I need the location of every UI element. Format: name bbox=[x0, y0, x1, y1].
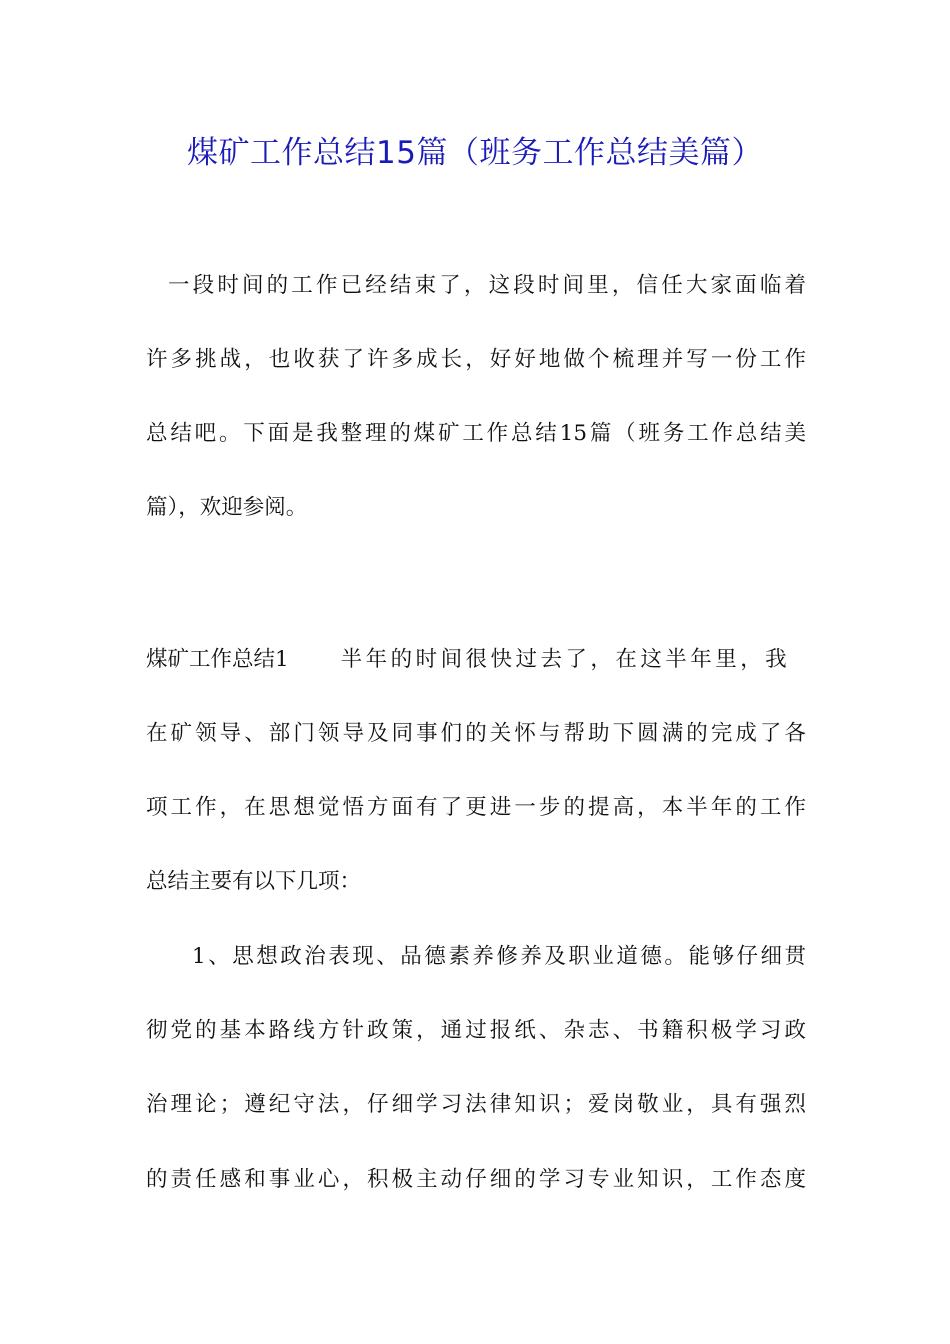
intro-line-1: 一段时间的工作已经结束了，这段时间里，信任大家面临着 bbox=[168, 273, 806, 298]
document-title: 煤矿工作总结15篇（班务工作总结美篇） bbox=[187, 135, 763, 171]
section-1-first-line-text: 半年的时间很快过去了，在这半年里，我 bbox=[340, 647, 787, 672]
section-1-first-line bbox=[146, 640, 806, 680]
intro-line-2: 许多挑战，也收获了许多成长，好好地做个梳理并写一份工作 bbox=[146, 347, 806, 372]
intro-line-4: 篇），欢迎参阅。 bbox=[146, 495, 308, 520]
section-1-line-3: 项工作，在思想觉悟方面有了更进一步的提高，本半年的工作 bbox=[146, 795, 806, 820]
section-1-line-4: 总结主要有以下几项： bbox=[146, 869, 362, 894]
point-1-line-2: 彻党的基本路线方针政策，通过报纸、杂志、书籍积极学习政 bbox=[146, 1018, 806, 1043]
intro-line-3: 总结吧。下面是我整理的煤矿工作总结15篇（班务工作总结美 bbox=[146, 421, 806, 446]
section-1-line-2: 在矿领导、部门领导及同事们的关怀与帮助下圆满的完成了各 bbox=[146, 721, 806, 746]
point-1-line-1: 1、思想政治表现、品德素养修养及职业道德。能够仔细贯 bbox=[192, 944, 806, 969]
point-1-line-3: 治理论；遵纪守法，仔细学习法律知识；爱岗敬业，具有强烈 bbox=[146, 1092, 806, 1117]
point-1-line-4: 的责任感和事业心，积极主动仔细的学习专业知识，工作态度 bbox=[146, 1167, 806, 1192]
section-1-heading: 煤矿工作总结1 bbox=[146, 647, 289, 672]
